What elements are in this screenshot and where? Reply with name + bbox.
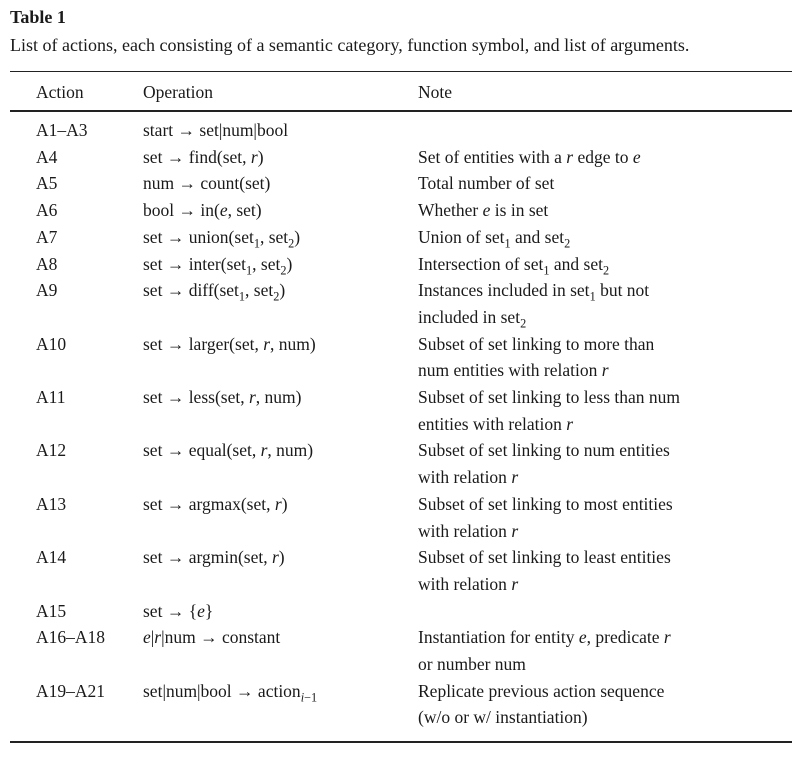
note-cell: Subset of set linking to least entities with relation r: [418, 547, 671, 594]
note-cell: Total number of set: [418, 173, 555, 194]
note-cell: Replicate previous action sequence (w/o or w/ instantiation): [418, 680, 665, 728]
table-caption: List of actions, each consisting of a semantic category, function symbol, and list of arguments.: [10, 35, 690, 55]
table-body: [10, 111, 792, 742]
action-cell: A13: [36, 493, 67, 514]
operation-cell: set → diff(set$_1$, set$_2$): [143, 280, 286, 304]
table-row: [10, 224, 792, 251]
note-cell: Subset of set linking to more than num entities with relation r: [418, 333, 655, 381]
table-row: [10, 598, 792, 625]
column-header-action: Action: [10, 72, 143, 112]
operation-cell: num → count(set): [143, 173, 271, 194]
note-cell: Union of set$_1$ and set$_2$: [418, 226, 571, 251]
action-cell: A19–A21: [36, 680, 106, 701]
action-cell: A6: [36, 200, 58, 221]
operation-cell: bool → in(e, set): [143, 200, 262, 221]
operation-cell: set → find(set, r): [143, 146, 264, 167]
table-row: [10, 144, 792, 171]
note-cell: Instances included in set$_1$ but not included in set$_2$: [418, 280, 650, 331]
note-cell: Subset of set linking to num entities with relation r: [418, 440, 670, 488]
operation-cell: start → set|num|bool: [143, 120, 289, 140]
column-header-operation: Operation: [143, 72, 418, 112]
table-row: [10, 544, 792, 597]
operation-cell: set → {e}: [143, 600, 214, 621]
action-cell: A5: [36, 173, 58, 194]
action-cell: A15: [36, 600, 67, 621]
operation-cell: set → argmax(set, r): [143, 493, 288, 514]
table-row: [10, 277, 792, 330]
header-row: [10, 72, 792, 112]
action-cell: A12: [36, 440, 67, 461]
action-cell: A8: [36, 253, 58, 274]
action-cell: A16–A18: [36, 627, 106, 648]
operation-cell: set → inter(set$_1$, set$_2$): [143, 253, 293, 278]
action-cell: A14: [36, 547, 67, 568]
table-row: [10, 331, 792, 384]
note-cell: Whether e is in set: [418, 200, 549, 221]
operation-cell: set|num|bool → action$_{i-1}$: [143, 680, 318, 705]
operation-cell: set → union(set$_1$, set$_2$): [143, 226, 301, 251]
operation-cell: set → argmin(set, r): [143, 547, 285, 568]
action-cell: A11: [36, 387, 66, 408]
note-cell: [418, 598, 792, 625]
note-cell: Instantiation for entity e, predicate r or number num: [418, 627, 671, 675]
table-row: [10, 197, 792, 224]
note-cell: Subset of set linking to less than num entities with relation r: [418, 387, 681, 434]
actions-table: [10, 71, 792, 743]
note-cell: Set of entities with a r edge to e: [418, 146, 641, 167]
note-cell: Subset of set linking to most entities with relation r: [418, 493, 673, 541]
action-cell: A7: [36, 226, 58, 247]
note-cell: [418, 111, 792, 144]
table-row: [10, 251, 792, 278]
table-row: [10, 624, 792, 677]
table-title: Table 1: [10, 7, 66, 27]
column-header-note: Note: [418, 72, 792, 112]
table-row: [10, 170, 792, 197]
table-row: [10, 384, 792, 437]
action-cell: A9: [36, 280, 58, 301]
operation-cell: set → equal(set, r, num): [143, 440, 314, 461]
operation-cell: e|r|num → constant: [143, 627, 281, 648]
action-cell: A1–A3: [36, 120, 88, 140]
table-row: [10, 678, 792, 742]
table-header: [10, 72, 792, 112]
table-row: [10, 491, 792, 544]
operation-cell: set → less(set, r, num): [143, 387, 302, 408]
note-cell: Intersection of set$_1$ and set$_2$: [418, 253, 610, 278]
action-cell: A10: [36, 333, 67, 354]
table-row: [10, 437, 792, 490]
action-cell: A4: [36, 146, 58, 167]
operation-cell: set → larger(set, r, num): [143, 333, 316, 354]
table-row: [10, 111, 792, 144]
